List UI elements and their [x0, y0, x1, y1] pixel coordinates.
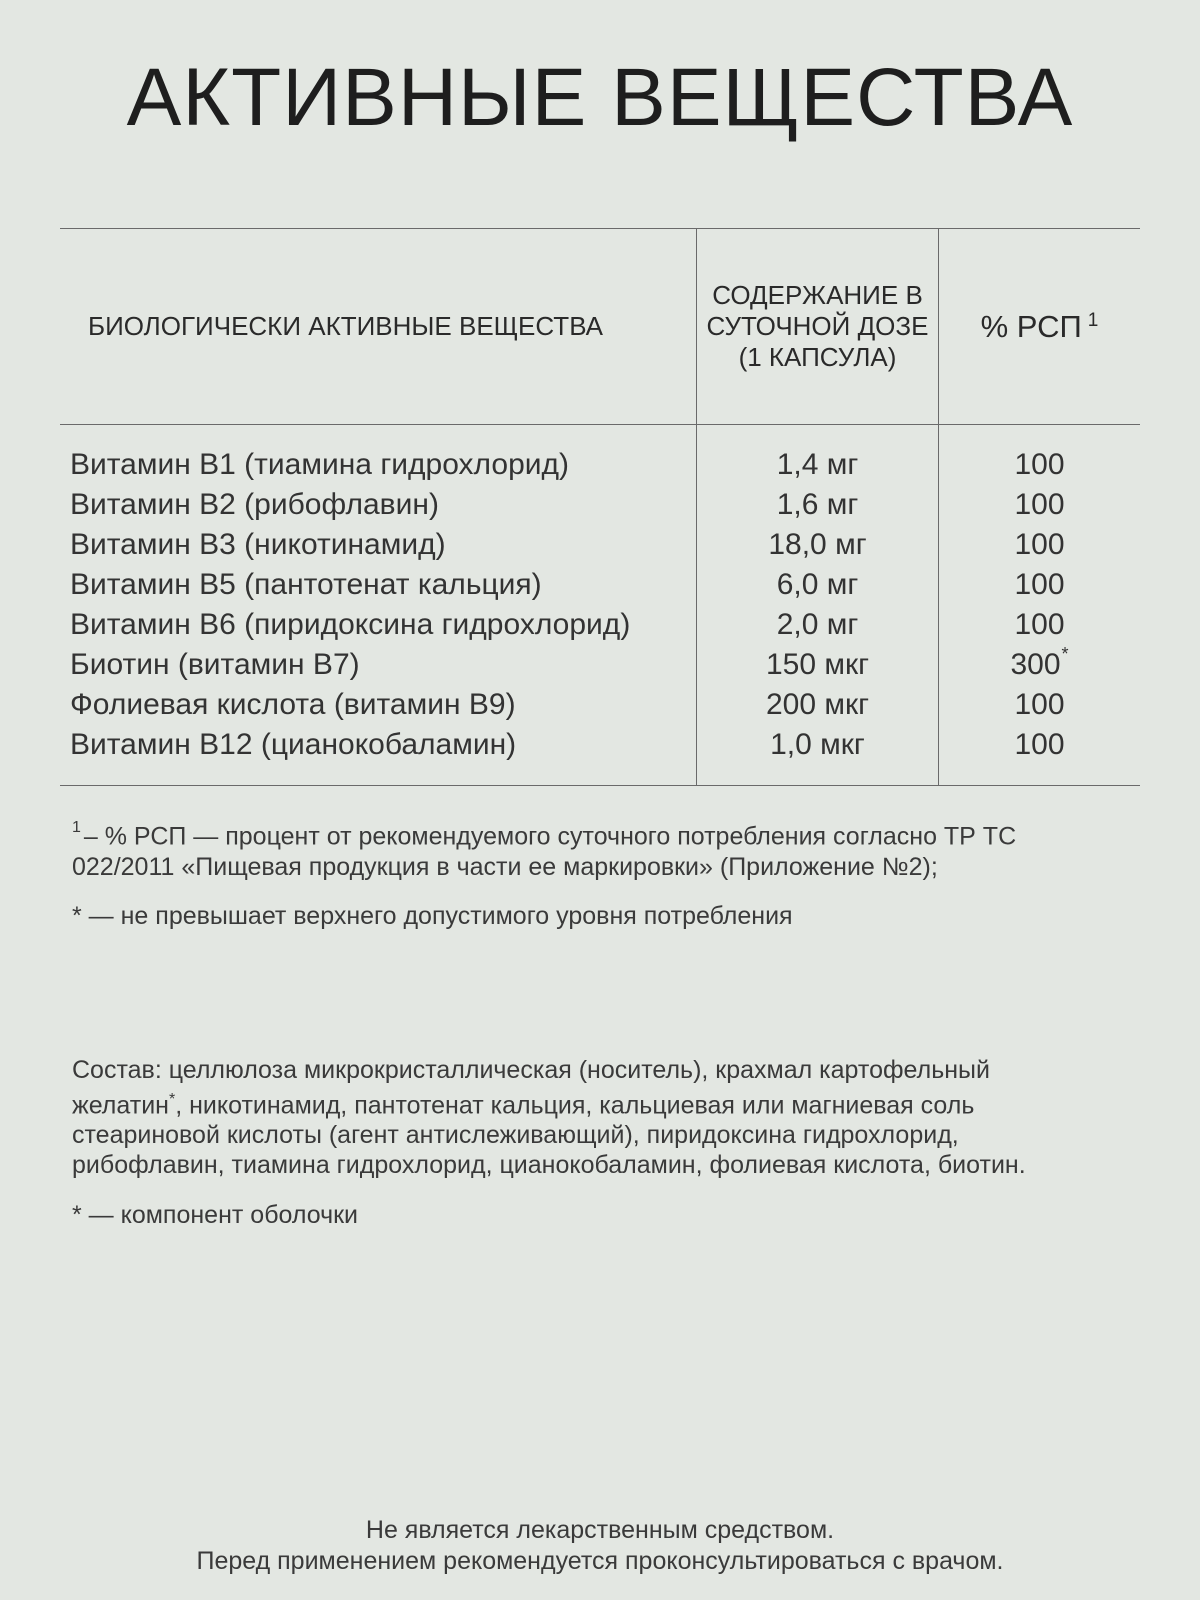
composition-note: * — компонент оболочки: [72, 1201, 359, 1230]
row-rsp: [939, 565, 1140, 605]
row-rsp: [939, 685, 1140, 725]
row-rsp: [939, 445, 1140, 485]
header-substances: БИОЛОГИЧЕСКИ АКТИВНЫЕ ВЕЩЕСТВА: [88, 311, 604, 341]
composition: [72, 1055, 1152, 1230]
composition-line: желатин: [72, 1091, 169, 1120]
footnote-rsp: [72, 815, 1142, 883]
row-substance-name: Витамин В2 (рибофлавин): [70, 488, 439, 521]
row-amount: 1,6 мг: [776, 488, 859, 521]
composition-line: рибофлавин, тиамина гидрохлорид, цианокобаламин, фолиевая кислота, биотин.: [72, 1151, 1026, 1180]
footnote-rsp-mark: 1: [72, 819, 81, 836]
row-rsp: [939, 485, 1140, 525]
nutrients-table: [60, 228, 1140, 786]
column-rsp: [938, 425, 1140, 785]
header-daily-dose-line: (1 КАПСУЛА): [738, 342, 897, 372]
header-daily-dose-line: СОДЕРЖАНИЕ В: [712, 280, 923, 310]
header-daily-dose: [696, 229, 938, 424]
header-rsp-label: % РСП: [980, 308, 1082, 344]
row-rsp-value: 100: [1014, 728, 1065, 761]
footnotes: [72, 815, 1142, 932]
footnote-rsp-text-cont: 022/2011 «Пищевая продукция в части ее маркировки» (Приложение №2);: [72, 853, 938, 882]
row-rsp-value: 100: [1014, 688, 1065, 721]
row-amount: 150 мкг: [765, 648, 870, 681]
page-title: АКТИВНЫЕ ВЕЩЕСТВА: [126, 52, 1074, 143]
composition-line: Состав: целлюлоза микрокристаллическая (носитель), крахмал картофельный: [72, 1056, 990, 1084]
row-amount: 1,4 мг: [776, 448, 859, 481]
footnote-upper-limit: * — не превышает верхнего допустимого уровня потребления: [72, 902, 793, 931]
disclaimer-line-2: Перед применением рекомендуется проконсультироваться с врачом.: [196, 1547, 1004, 1575]
row-rsp: [939, 645, 1140, 685]
row-amount: 1,0 мкг: [770, 728, 865, 761]
header-rsp: [938, 229, 1140, 424]
disclaimer-line-1: Не является лекарственным средством.: [365, 1516, 835, 1544]
row-rsp-value: 100: [1014, 488, 1065, 521]
header-rsp-footnote-mark: 1: [1087, 309, 1099, 331]
row-rsp: [939, 725, 1140, 765]
column-amounts: [696, 425, 938, 785]
row-rsp: [939, 525, 1140, 565]
row-substance-name: Витамин В12 (цианокобаламин): [70, 728, 517, 761]
row-rsp-value: 100: [1014, 568, 1065, 601]
header-daily-dose-line: СУТОЧНОЙ ДОЗЕ: [706, 311, 929, 341]
row-amount: 200 мкг: [765, 688, 870, 721]
row-rsp-value: 100: [1014, 448, 1065, 481]
footnote-rsp-text: – % РСП — процент от рекомендуемого суточного потребления согласно ТР ТС: [83, 822, 1017, 851]
row-substance-name: Витамин В1 (тиамина гидрохлорид): [70, 448, 570, 481]
row-rsp-value: 100: [1014, 608, 1065, 641]
composition-text: [72, 1055, 1152, 1180]
row-substance-name: Витамин В3 (никотинамид): [70, 528, 446, 561]
row-rsp-mark: *: [1061, 644, 1069, 664]
table-header: [60, 229, 1140, 425]
row-rsp: [939, 605, 1140, 645]
row-substance-name: Витамин В5 (пантотенат кальция): [70, 568, 542, 601]
column-names: [60, 425, 696, 785]
row-rsp-value: 100: [1014, 528, 1065, 561]
row-amount: 2,0 мг: [776, 608, 859, 641]
row-substance-name: Витамин В6 (пиридоксина гидрохлорид): [70, 608, 631, 641]
row-amount: 6,0 мг: [776, 568, 859, 601]
row-amount: 18,0 мг: [768, 528, 867, 561]
composition-line: , никотинамид, пантотенат кальция, кальциевая или магниевая соль: [175, 1091, 975, 1120]
disclaimer: [0, 1515, 1200, 1577]
composition-star: *: [168, 1091, 176, 1108]
row-substance-name: Биотин (витамин В7): [70, 648, 360, 681]
row-rsp-value: 300: [1010, 648, 1061, 681]
row-substance-name: Фолиевая кислота (витамин В9): [70, 688, 516, 721]
composition-line: стеариновой кислоты (агент антислеживающий), пиридоксина гидрохлорид,: [72, 1121, 959, 1150]
table-body: [60, 425, 1140, 785]
